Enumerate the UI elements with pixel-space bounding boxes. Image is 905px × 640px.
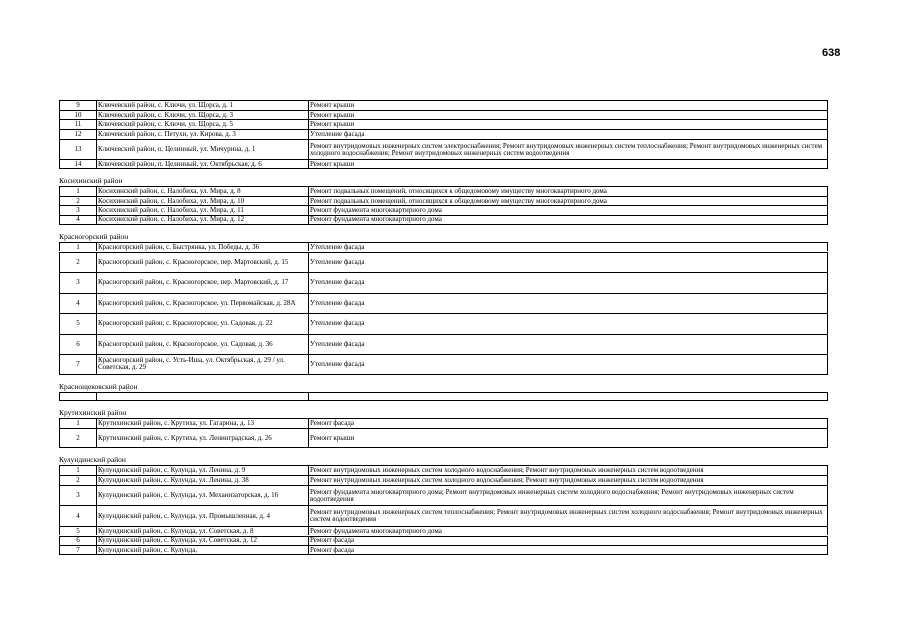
row-number: 10 xyxy=(60,111,97,120)
table-row xyxy=(59,392,828,402)
table-row xyxy=(59,205,828,215)
row-number: 1 xyxy=(60,466,97,475)
row-address: Красногорский район, с. Быстрянка, ул. Победы, д. 36 xyxy=(97,243,309,252)
row-address: Кулундинский район, с. Кулунда, ул. Механизаторская, д. 16 xyxy=(97,486,309,506)
row-number: 4 xyxy=(60,294,97,314)
row-address: Ключевский район, с. Петухи, ул. Кирова, д. 3 xyxy=(97,130,309,139)
table-row xyxy=(59,475,828,485)
row-address: Красногорский район, с. Красногорское, пер. Мартовский, д. 15 xyxy=(97,253,309,273)
row-work: Ремонт фасада xyxy=(310,419,355,428)
row-work: Утепление фасада xyxy=(310,242,365,251)
section-title: Крутихинский район xyxy=(59,408,127,418)
row-work: Ремонт подвальных помещений, относящихся к общедомовому имуществу многоквартирного дома xyxy=(310,187,607,195)
table-row xyxy=(59,119,828,129)
page-number: 638 xyxy=(822,47,841,59)
row-number: 1 xyxy=(60,187,97,196)
table-row xyxy=(59,526,828,536)
section-title: Краснощековский район xyxy=(59,381,138,391)
table-row xyxy=(59,272,828,293)
row-work: Утепление фасада xyxy=(310,339,365,348)
row-number: 2 xyxy=(60,429,97,448)
row-number: 5 xyxy=(60,314,97,334)
table-row xyxy=(59,242,828,252)
row-number: 5 xyxy=(60,527,97,536)
table-row xyxy=(59,313,828,334)
row-address: Кулундинский район, с. Кулунда, ул. Ленина, д. 38 xyxy=(97,476,309,485)
section-title: Красногорский район xyxy=(59,231,129,241)
row-number: 13 xyxy=(60,140,97,160)
row-address: Кулундинский район, с. Кулунда, ул. Советская, д. 8 xyxy=(97,527,309,536)
row-number: 11 xyxy=(60,120,97,129)
row-work: Утепление фасада xyxy=(310,257,365,266)
table-row xyxy=(59,545,828,555)
row-address: Крутихинский район, с. Крутиха, ул. Гагарина, д. 13 xyxy=(97,419,309,428)
table-row xyxy=(59,293,828,314)
row-number: 6 xyxy=(60,537,97,546)
row-address: Красногорский район, с. Красногорское, ул. Садовая, д. 22 xyxy=(97,314,309,334)
row-address: Красногорский район, с. Усть-Иша, ул. Октябрьская, д. 29 / ул. Советская, д. 29 xyxy=(97,355,309,374)
row-number: 1 xyxy=(60,419,97,428)
row-number: 2 xyxy=(60,197,97,206)
row-address: Кулундинский район, с. Кулунда, xyxy=(97,546,309,554)
table-row xyxy=(59,196,828,206)
table-row xyxy=(59,139,828,160)
table-row xyxy=(59,110,828,120)
row-number: 1 xyxy=(60,243,97,252)
row-number: 2 xyxy=(60,253,97,273)
row-address: Красногорский район, с. Красногорское, пер. Мартовский, д. 17 xyxy=(97,273,309,293)
row-address: Ключевский район, с. Ключи, ул. Щорса, д. 3 xyxy=(97,111,309,120)
table-row xyxy=(59,505,828,526)
row-number: 2 xyxy=(60,476,97,485)
row-work: Утепление фасада xyxy=(310,130,365,138)
row-number: 6 xyxy=(60,335,97,355)
row-work: Ремонт фундамента многоквартирного дома xyxy=(310,216,442,224)
row-work: Ремонт фундамента многоквартирного дома xyxy=(310,206,442,215)
row-address: Красногорский район, с. Красногорское, ул. Садовая, д. 36 xyxy=(97,335,309,355)
row-address: Косихинский район, с. Налобиха, ул. Мира, д. 11 xyxy=(97,206,309,215)
row-work xyxy=(309,393,827,401)
section-title: Косихинский район xyxy=(59,176,123,185)
row-address: Ключевский район, с. Ключи, ул. Щорса, д. 1 xyxy=(97,101,309,110)
row-work: Ремонт фундамента многоквартирного дома; Ремонт внутридомовых инженерных систем холодного водоснабжения; Ремонт внутридомовых инженерных систем водоотведения xyxy=(310,487,794,503)
table-row xyxy=(59,159,828,169)
row-number: 3 xyxy=(60,273,97,293)
table-row xyxy=(59,252,828,273)
table-row xyxy=(59,428,828,449)
row-address: Кулундинский район, с. Кулунда, ул. Промышленная, д. 4 xyxy=(97,506,309,526)
row-address: Ключевский район, с. Ключи, ул. Щорса, д. 5 xyxy=(97,120,309,129)
row-number: 3 xyxy=(60,206,97,215)
table-row xyxy=(59,186,828,196)
row-address: Красногорский район, с. Красногорское, ул. Первомайская, д. 28А xyxy=(97,294,309,314)
row-address: Косихинский район, с. Налобиха, ул. Мира, д. 8 xyxy=(97,187,309,196)
row-work: Ремонт внутридомовых инженерных систем теплоснабжения; Ремонт внутридомовых инженерных систем холодного водоснабжения; Ремонт внутридомовых инженерных систем водоотведения xyxy=(310,508,823,524)
table-row xyxy=(59,100,828,110)
row-work: Ремонт крыши xyxy=(310,433,355,442)
table-row xyxy=(59,465,828,475)
row-work: Ремонт крыши xyxy=(310,160,355,168)
row-work: Утепление фасада xyxy=(310,278,365,287)
table-row xyxy=(59,334,828,355)
row-address: Ключевский район, п. Целинный, ул. Мичурина, д. 1 xyxy=(97,140,309,160)
row-address: Косихинский район, с. Налобиха, ул. Мира, д. 10 xyxy=(97,197,309,206)
row-work: Утепление фасада xyxy=(310,298,365,307)
row-number: 9 xyxy=(60,101,97,110)
row-number: 7 xyxy=(60,355,97,374)
row-work: Ремонт крыши xyxy=(310,120,355,129)
table-row xyxy=(59,129,828,139)
table-row xyxy=(59,536,828,546)
row-work: Утепление фасада xyxy=(310,319,365,328)
row-address xyxy=(97,393,309,401)
row-address: Крутихинский район, с. Крутиха, ул. Ленинградская, д. 26 xyxy=(97,429,309,448)
row-address: Ключевский район, п. Целинный, ул. Октябрьская, д. 6 xyxy=(97,160,309,168)
row-number: 12 xyxy=(60,130,97,139)
table-row xyxy=(59,354,828,375)
row-work: Ремонт подвальных помещений, относящихся к общедомовому имуществу многоквартирного дома xyxy=(310,196,607,205)
row-address: Кулундинский район, с. Кулунда, ул. Ленина, д. 9 xyxy=(97,466,309,475)
row-number: 7 xyxy=(60,546,97,554)
row-number: 4 xyxy=(60,216,97,224)
table-row xyxy=(59,485,828,506)
row-work: Ремонт фундамента многоквартирного дома xyxy=(310,526,442,535)
row-number: 3 xyxy=(60,486,97,506)
row-work: Ремонт внутридомовых инженерных систем электроснабжения; Ремонт внутридомовых инженерных систем теплоснабжения; Ремонт внутридомовых инженерных систем холодного водоснабжения; Ремонт внутридомовых инженерных систем водоотведения xyxy=(310,141,823,157)
table-row xyxy=(59,418,828,428)
row-work: Утепление фасада xyxy=(310,359,365,368)
section-title: Кулундинский район xyxy=(59,455,126,465)
row-number: 14 xyxy=(60,160,97,168)
row-work: Ремонт крыши xyxy=(310,110,355,119)
row-work: Ремонт внутридомовых инженерных систем холодного водоснабжения; Ремонт внутридомовых инженерных систем водоотведения xyxy=(310,466,704,475)
row-address: Кулундинский район, с. Кулунда, ул. Советская, д. 12 xyxy=(97,537,309,546)
row-address: Косихинский район, с. Налобиха, ул. Мира, д. 12 xyxy=(97,216,309,224)
row-number: 4 xyxy=(60,506,97,526)
table-row xyxy=(59,215,828,225)
row-work: Ремонт фасада xyxy=(310,536,355,545)
row-work: Ремонт фасада xyxy=(310,546,355,554)
row-number xyxy=(60,393,97,401)
row-work: Ремонт внутридомовых инженерных систем холодного водоснабжения; Ремонт внутридомовых инженерных систем водоотведения xyxy=(310,476,704,484)
row-work: Ремонт крыши xyxy=(310,101,355,109)
